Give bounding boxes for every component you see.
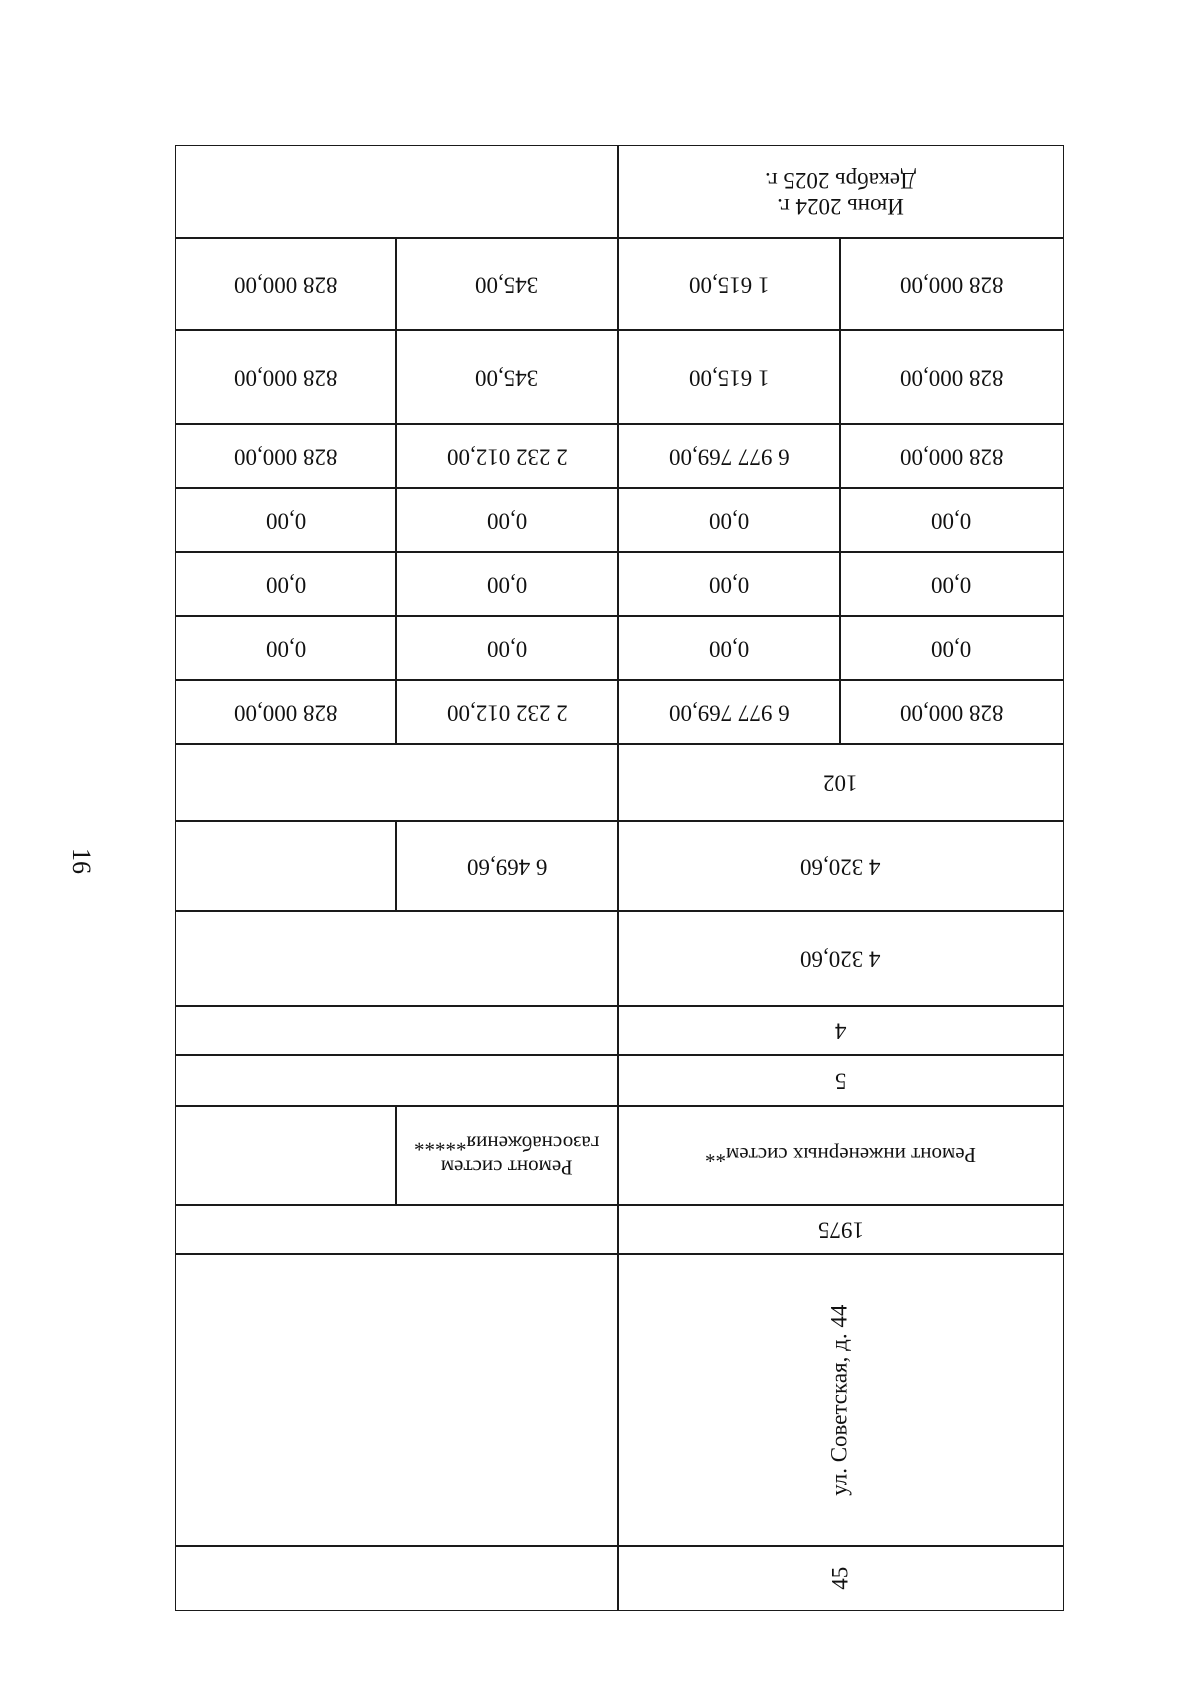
- table-cell-text: 6 977 769,00: [668, 444, 790, 470]
- table-cell-text: 1 615,00: [688, 365, 770, 391]
- table-cell-text: Ремонт инженерных систем**: [704, 1143, 977, 1168]
- table-cell-text: 0,00: [931, 508, 972, 534]
- table-cell-text: 828 000,00: [234, 444, 338, 470]
- table-cell: [175, 1253, 619, 1547]
- table-cell: [175, 820, 397, 912]
- table-cell: [175, 1005, 619, 1056]
- table-cell: [175, 743, 619, 822]
- table-cell-text: 1975: [817, 1217, 864, 1243]
- table-cell-text: 828 000,00: [234, 700, 338, 726]
- table-cell-text: 345,00: [475, 365, 539, 391]
- table-cell-text: 4: [834, 1018, 847, 1044]
- table-cell-text: Ремонт систем газоснабжения*****: [414, 1131, 600, 1180]
- table-cell-text: 2 232 012,00: [446, 700, 568, 726]
- table-cell-text: 0,00: [265, 636, 307, 662]
- table-cell-text: 0,00: [265, 508, 307, 534]
- table-cell-text: 0,00: [486, 508, 528, 534]
- table-cell: [175, 1545, 619, 1611]
- table-cell-text: 828 000,00: [899, 444, 1004, 470]
- table-cell-text: 0,00: [265, 572, 307, 598]
- table-cell-text: 6 977 769,00: [668, 700, 790, 726]
- row-number-text: 45: [826, 1566, 852, 1590]
- table-cell-text: 828 000,00: [899, 700, 1004, 726]
- table-cell-text: 0,00: [931, 572, 972, 598]
- table-cell-text: 828 000,00: [234, 272, 338, 298]
- table-cell-text: 345,00: [475, 272, 539, 298]
- table-cell-text: 0,00: [486, 636, 528, 662]
- table-cell-text: 2 232 012,00: [446, 444, 568, 470]
- table-cell-text: 828 000,00: [234, 365, 338, 391]
- table-cell-text: 828 000,00: [899, 365, 1004, 391]
- table-cell-text: 5: [834, 1068, 847, 1094]
- table-cell: [175, 1105, 397, 1206]
- table-cell: [175, 1054, 619, 1107]
- table-cell-text: 828 000,00: [899, 272, 1004, 298]
- table-cell-text: 1 615,00: [688, 272, 770, 298]
- table-cell-text: 4 320,60: [800, 854, 881, 880]
- table-cell-text: 4 320,60: [800, 946, 881, 972]
- table-cell-text: Июнь 2024 г. Декабрь 2025 г.: [765, 167, 916, 219]
- address-text: ул. Советская, д. 44: [826, 1304, 852, 1496]
- table-cell-text: 0,00: [486, 572, 528, 598]
- table-cell-text: 0,00: [708, 508, 750, 534]
- table-cell-text: 102: [823, 770, 858, 796]
- page-number: 16: [67, 848, 96, 874]
- table-cell-text: 0,00: [708, 636, 750, 662]
- table-cell: [175, 910, 619, 1007]
- table-cell-text: 6 469,60: [466, 854, 548, 880]
- table-cell: [175, 1204, 619, 1255]
- table-cell: [175, 145, 619, 239]
- table-cell-text: 0,00: [931, 636, 972, 662]
- table-cell-text: 0,00: [708, 572, 750, 598]
